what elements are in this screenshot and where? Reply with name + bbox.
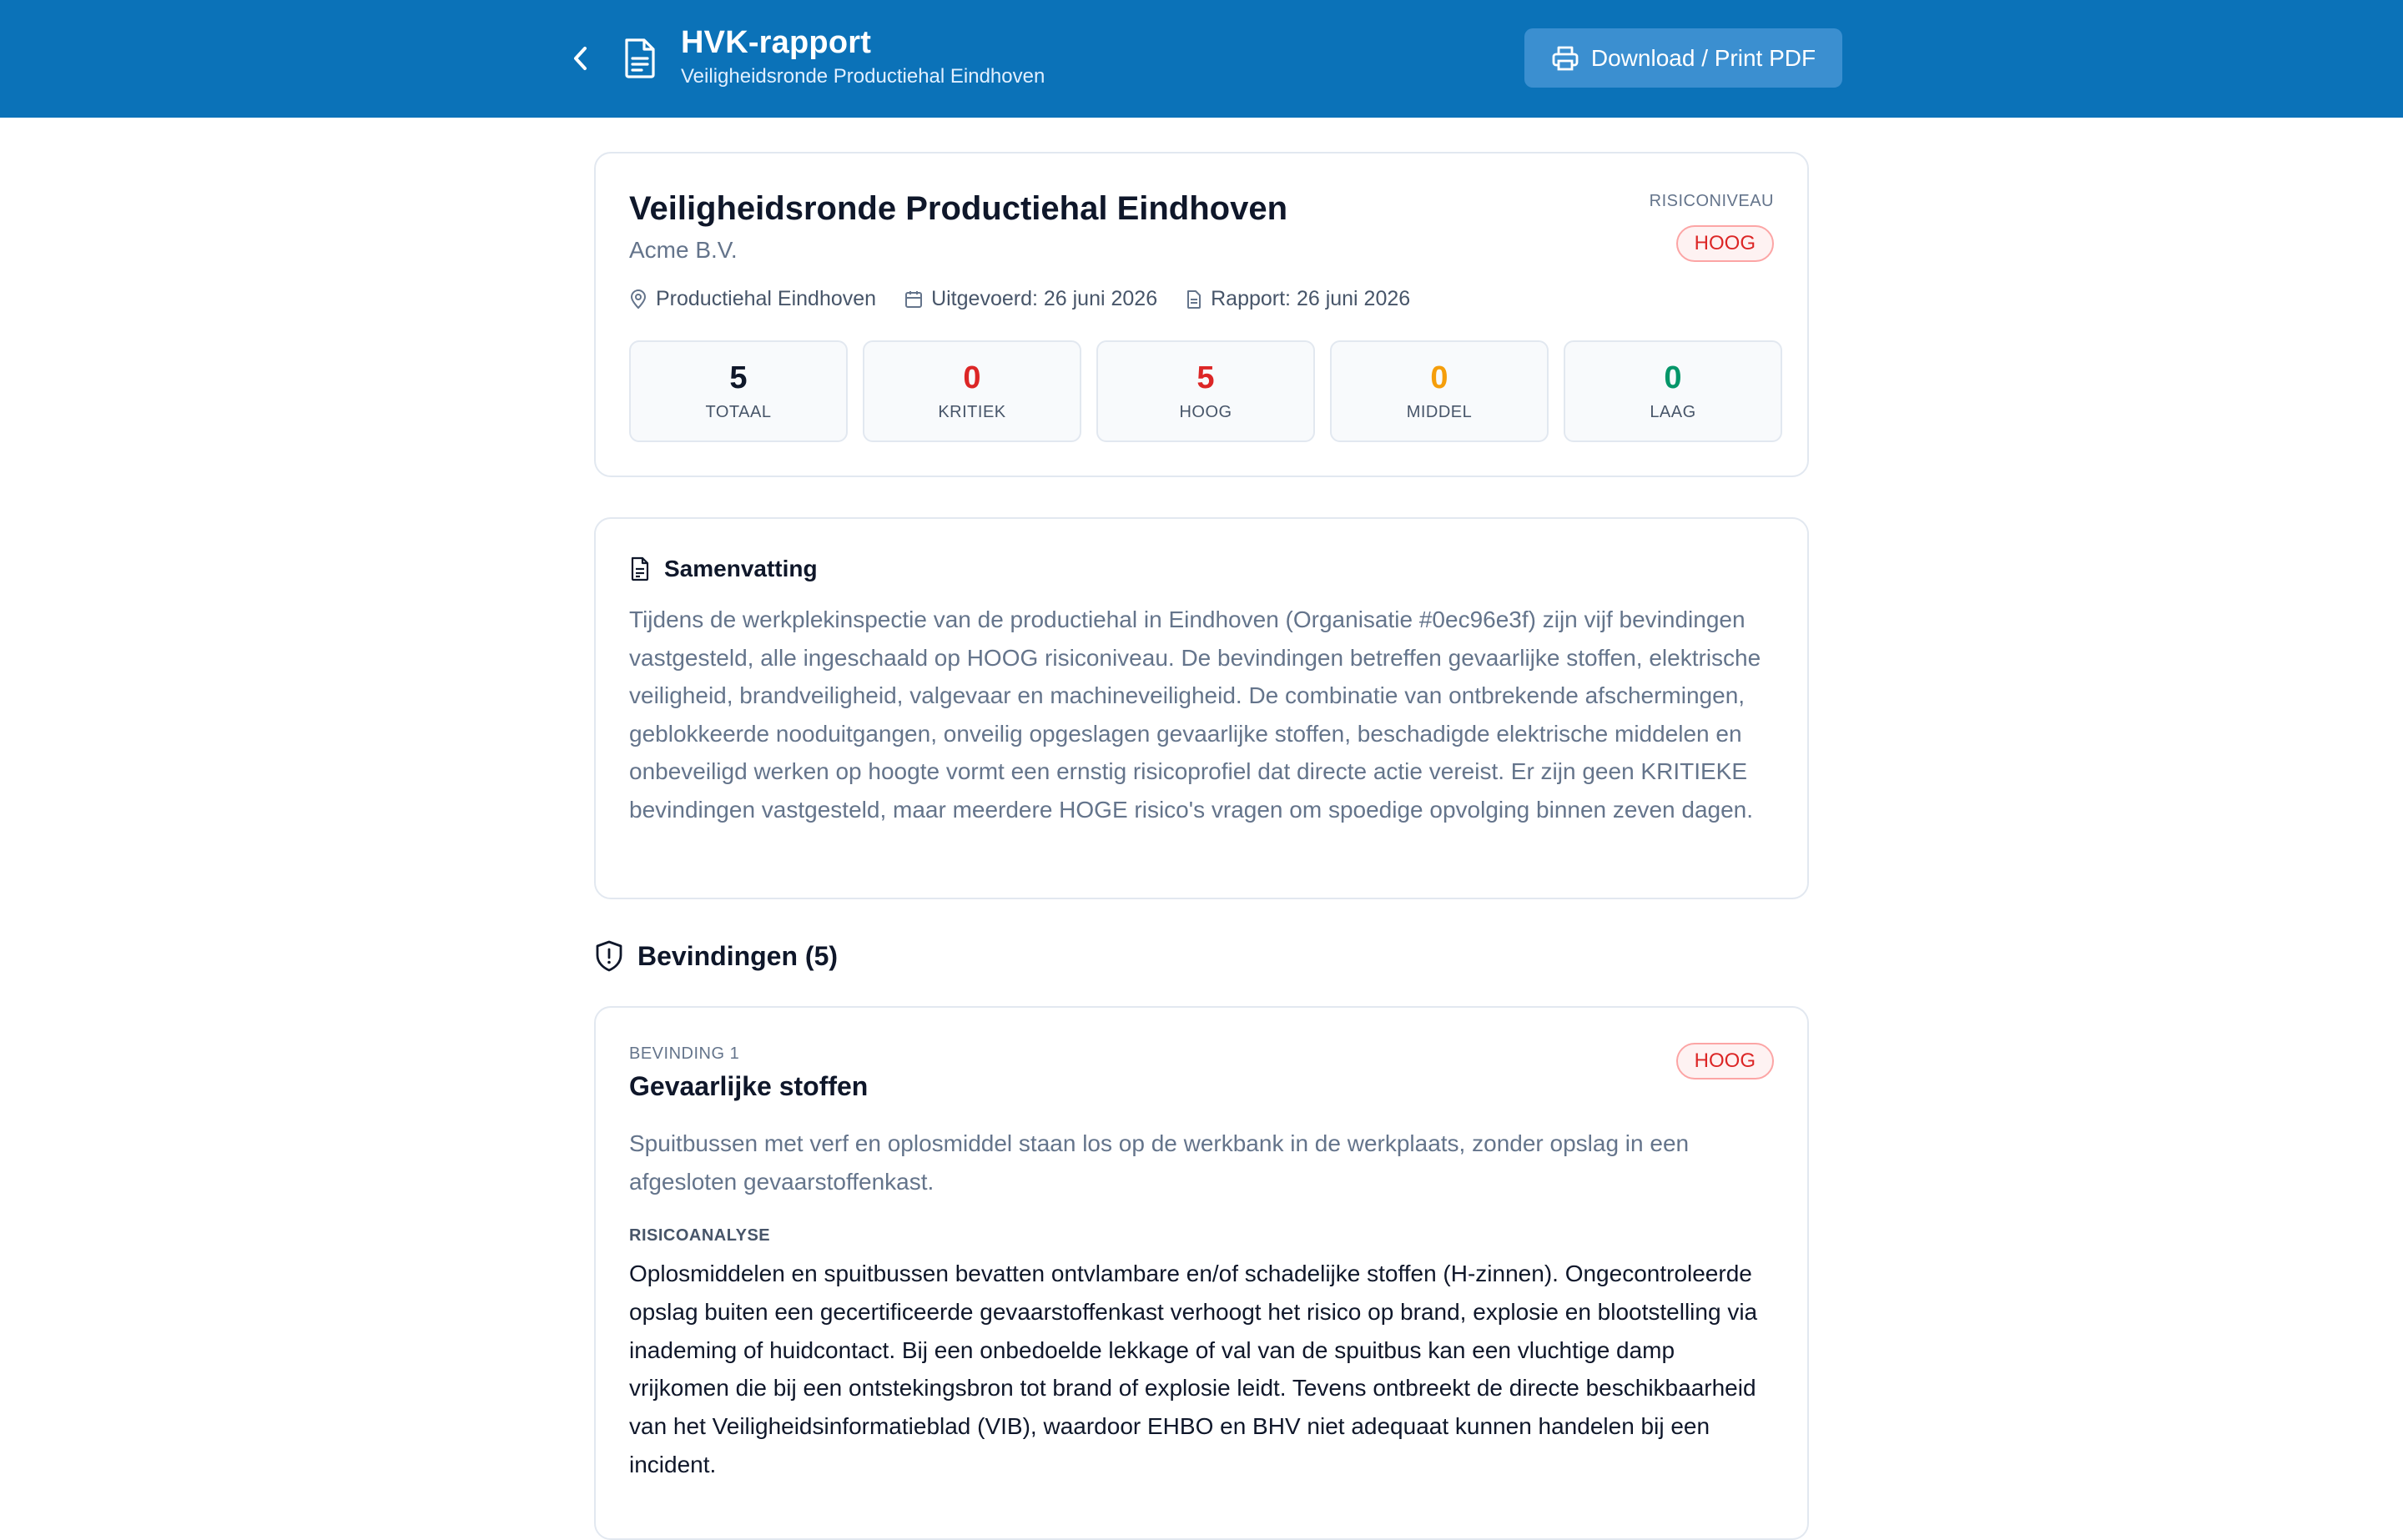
meta-location [629,287,876,311]
shield-alert-icon [594,939,624,973]
printer-icon [1551,44,1579,73]
stat-total [629,340,848,442]
meta-location-text: Productiehal Eindhoven [656,287,877,310]
report-meta [629,287,1410,311]
stat-medium-value: 0 [1430,360,1448,395]
finding-title: Gevaarlijke stoffen [629,1071,869,1101]
findings-heading-text: Bevindingen (5) [637,940,839,971]
summary-text: Tijdens de werkplekinspectie van de productiehal in Eindhoven (Organisatie #0ec96e3f) zijn vijf bevindingen vastgesteld, alle ingeschaald op HOOG risiconiveau. De bevindingen betreffen gevaarlijke stoffen, elektrische veiligheid, brandveiligheid, valgevaar en machineveiligheid. De combinatie van ontbrekende afschermingen, geblokkeerde nooduitgangen, onveilig opgeslagen gevaarlijke stoffen, beschadigde elektrische middelen en onbeveiligd werken op hoogte vormt een ernstig risicoprofiel dat directe actie vereist. Er zijn geen KRITIEKE bevindingen vastgesteld, maar meerdere HOGE risico's vragen om spoedige opvolging binnen zeven dagen. [629,606,1761,823]
stat-medium-label: MIDDEL [1406,403,1473,421]
summary-card [594,517,1809,899]
stat-high [1096,340,1315,442]
company-name: Acme B.V. [629,237,738,263]
download-button-label: Download / Print PDF [1590,44,1816,71]
top-bar [0,0,2403,118]
stat-low-label: LAAG [1650,403,1696,421]
findings-heading [594,939,838,973]
document-icon [622,37,658,80]
stat-critical-value: 0 [963,360,981,395]
chevron-left-icon [570,44,592,73]
meta-executed-text: Uitgevoerd: 26 juni 2026 [931,287,1158,310]
stat-medium [1330,340,1549,442]
page-subtitle: Veiligheidsronde Productiehal Eindhoven [681,65,1045,88]
meta-report-date-text: Rapport: 26 juni 2026 [1211,287,1411,310]
finding-description: Spuitbussen met verf en oplosmiddel staan los op de werkbank in de werkplaats, zonder opslag in een afgesloten gevaarstoffenkast. [629,1130,1690,1195]
report-title: Veiligheidsronde Productiehal Eindhoven [629,190,1288,227]
risk-level-label: RISICONIVEAU [1649,192,1774,210]
back-button[interactable] [566,40,596,77]
report-header-card [594,152,1809,477]
finding-stats [629,340,1782,442]
risk-level-badge: HOOG [1676,225,1774,262]
download-print-pdf-button[interactable] [1524,28,1842,88]
document-icon [629,556,651,581]
stat-high-label: HOOG [1179,403,1232,421]
risk-analysis-text: Oplosmiddelen en spuitbussen bevatten ontvlambare en/of schadelijke stoffen (H-zinnen). Ongecontroleerde opslag buiten een gecertificeerde gevaarstoffenkast verhoogt het risico op brand, explosie en blootstelling via inademing of huidcontact. Bij een onbedoelde lekkage of val van de spuitbus kan een vluchtige damp vrijkomen die bij een ontstekingsbron tot brand of explosie leidt. Tevens ontbreekt de directe beschikbaarheid van het Veiligheidsinformatieblad (VIB), waardoor EHBO en BHV niet adequaat kunnen handelen bij een incident. [629,1261,1758,1477]
document-icon [1186,289,1202,310]
finding-card [594,1006,1809,1540]
stat-total-value: 5 [729,360,748,395]
stat-critical [863,340,1081,442]
stat-low [1564,340,1782,442]
calendar-icon [904,289,923,310]
stat-low-value: 0 [1664,360,1682,395]
map-pin-icon [629,289,647,310]
summary-heading-text: Samenvatting [664,556,818,581]
meta-report-date [1186,287,1410,311]
stat-total-label: TOTAAL [705,403,772,421]
meta-executed [904,287,1157,311]
stat-critical-label: KRITIEK [938,403,1006,421]
finding-level-badge: HOOG [1676,1043,1774,1080]
stat-high-value: 5 [1196,360,1215,395]
page-title: HVK-rapport [681,25,872,60]
risk-analysis-label: RISICOANALYSE [629,1226,771,1245]
summary-heading [629,556,818,582]
finding-number: BEVINDING 1 [629,1044,740,1063]
